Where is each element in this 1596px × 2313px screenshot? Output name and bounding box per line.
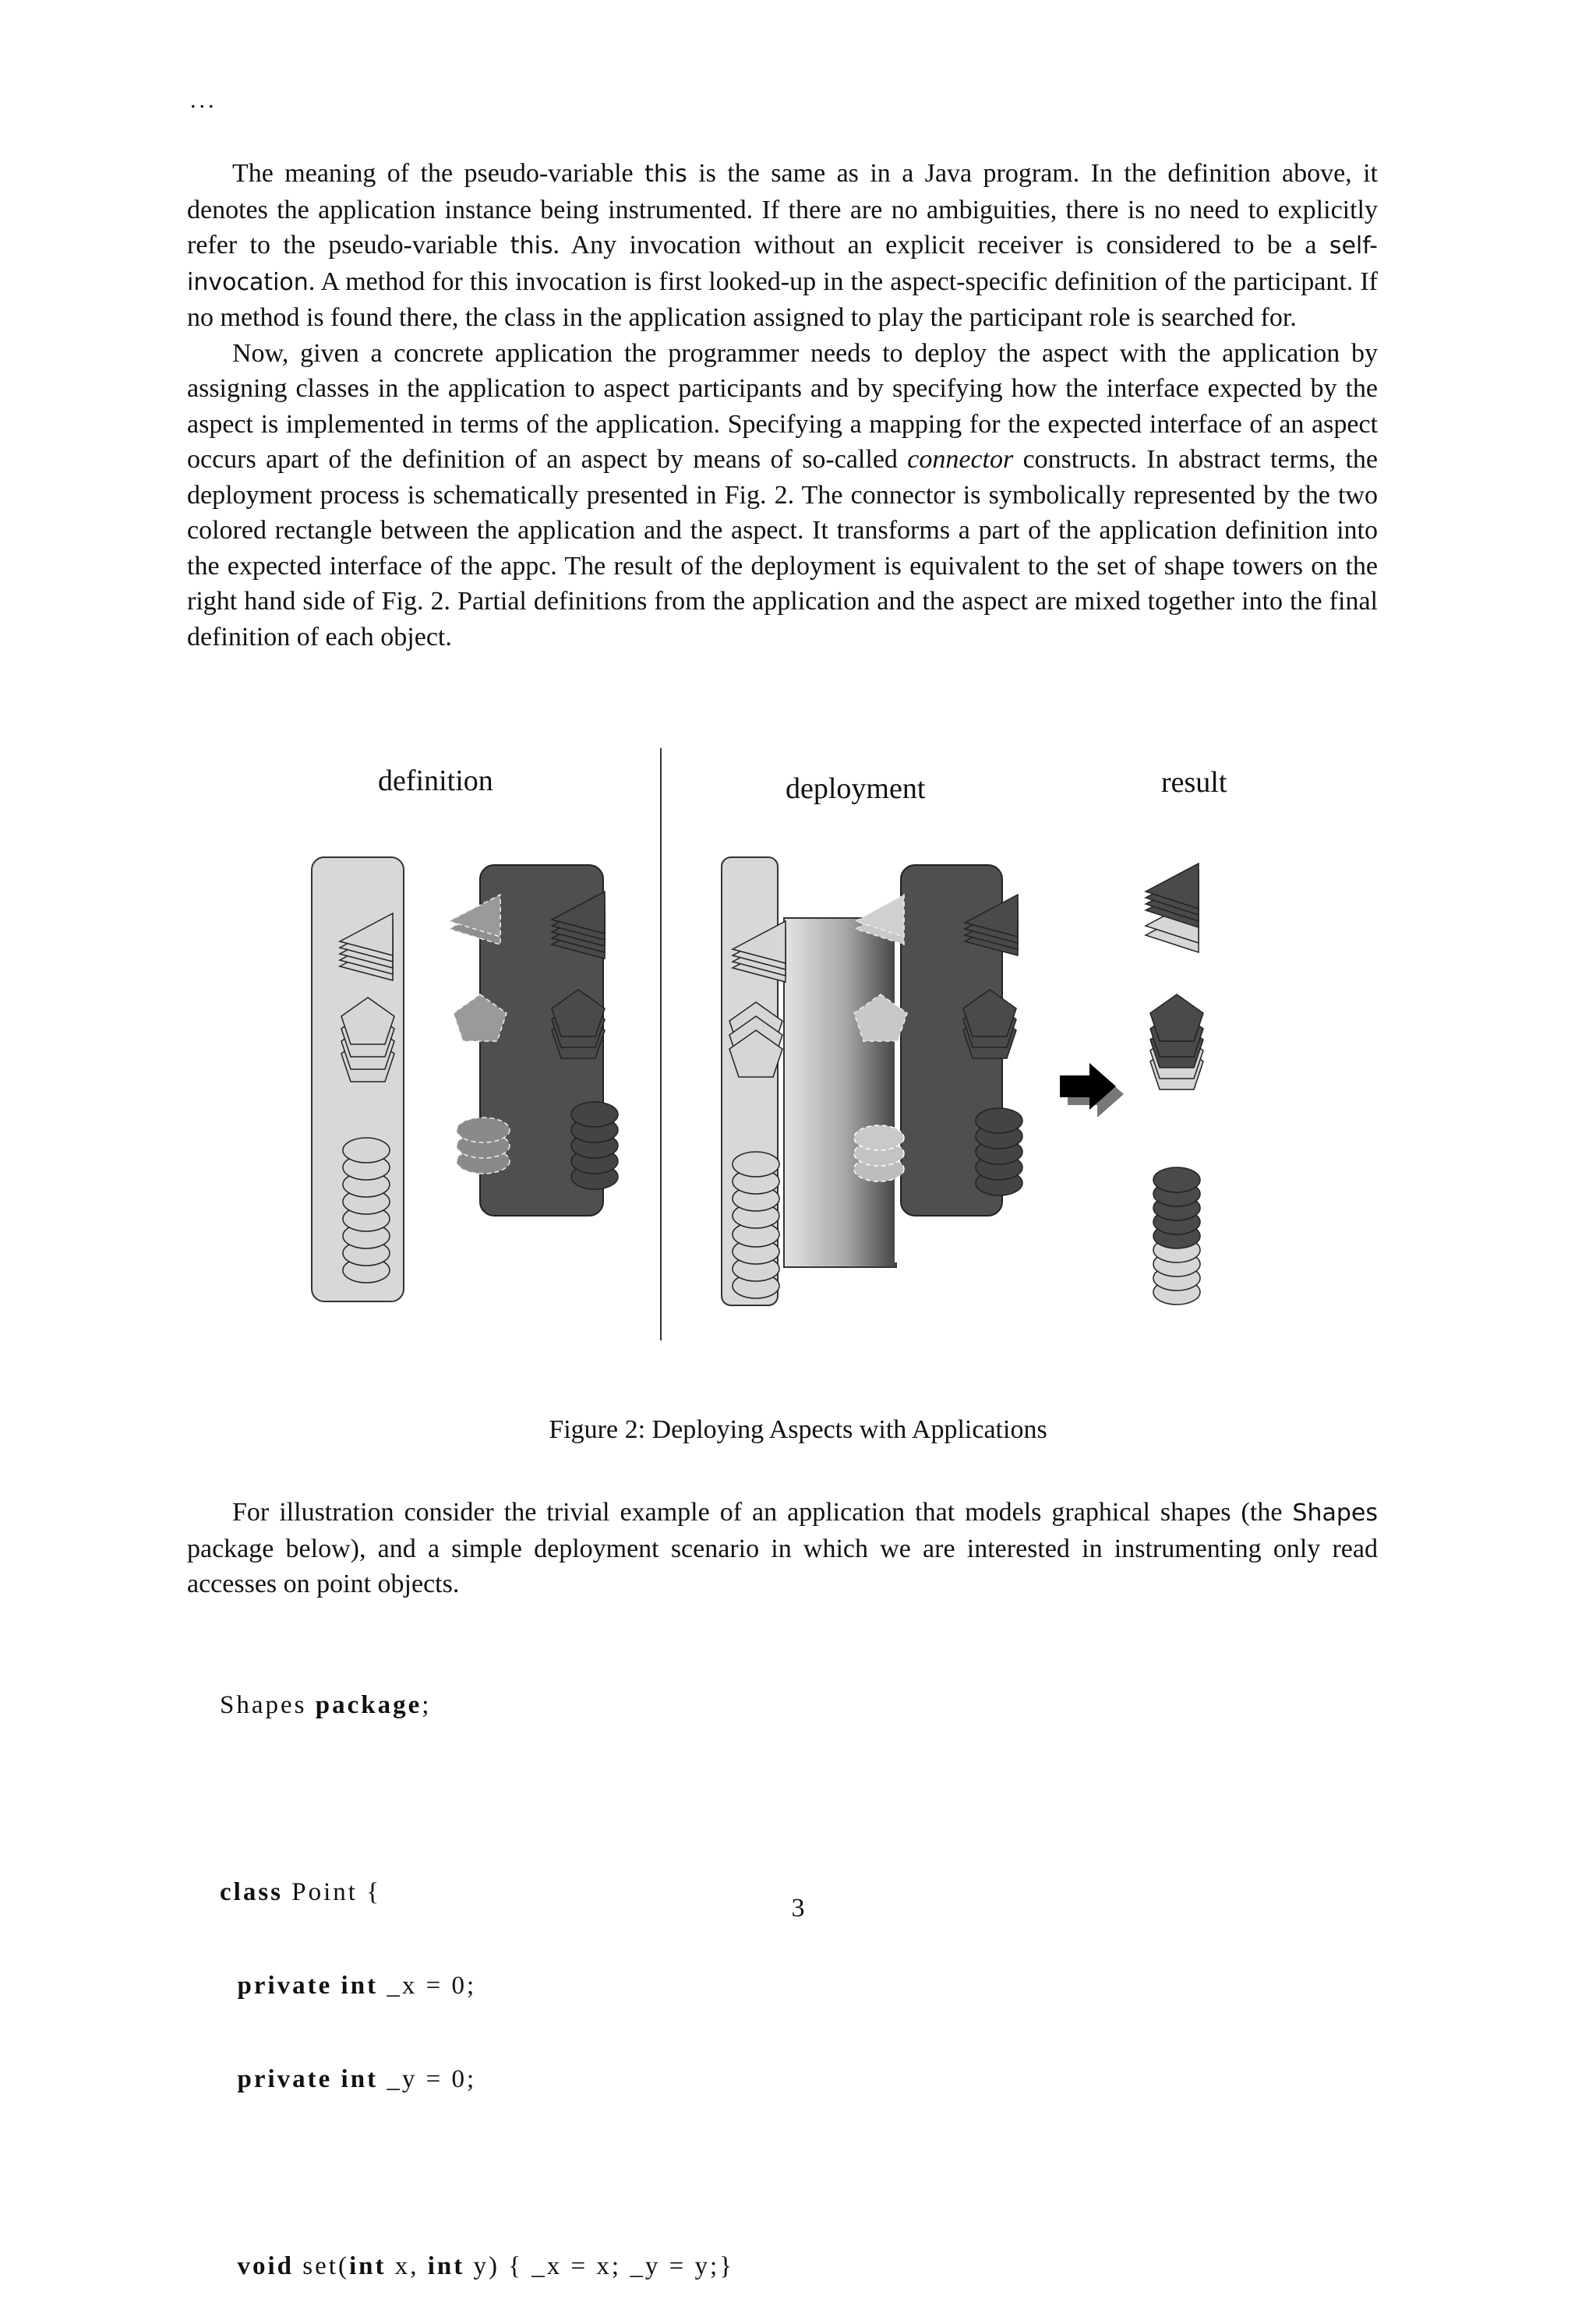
aspect-disk-stack [571, 1102, 618, 1189]
figure-2 [296, 748, 1387, 1356]
deploy-aspect-disk-stack [976, 1108, 1022, 1195]
paragraph-this-meaning [187, 156, 1378, 336]
keyword-package: package [315, 1691, 422, 1719]
deploy-app-disk-stack [733, 1152, 779, 1298]
result-pentagon-stack [1150, 994, 1203, 1089]
keyword-void: void [220, 2252, 295, 2280]
label-result: result [1161, 766, 1227, 799]
header-ellipsis: ... [190, 87, 217, 113]
text-run: package below), and a simple deployment scenario in which we are interested in instrumenting only read accesses on point objects. [187, 1534, 1378, 1598]
code-term-this: this [510, 232, 553, 260]
code-line-set-method: void set(int x, int y) { _x = x; _y = y;} [220, 2252, 734, 2280]
code-line-field-x: private int _x = 0; [220, 1972, 477, 2000]
paragraph-illustration [187, 1495, 1378, 1602]
text-run: . A method for this invocation is first looked-up in the aspect-specific definition of the participant. If no method is found there, the class in the application assigned to play the participant role is searched for. [187, 267, 1378, 332]
emphasis-connector: connector [907, 445, 1014, 474]
figure-caption: Figure 2: Deploying Aspects with Applications [549, 1415, 1047, 1444]
code-term-shapes: Shapes [1292, 1499, 1378, 1527]
connector-rectangle [784, 918, 896, 1267]
paragraph-deployment [187, 336, 1378, 655]
text-run: is the same as in a Java program. In the definition above, it denotes the application instance being instrumented. If there are no ambiguities, there is no need to explicitly refer to the pseudo-variable [187, 159, 1378, 260]
text-run: The meaning of the pseudo-variable [232, 159, 645, 188]
keyword-int: int [427, 2252, 465, 2280]
result-arrow [1060, 1063, 1124, 1118]
page-number: 3 [791, 1894, 805, 1923]
app-pentagon-stack [341, 998, 394, 1082]
keyword-class: class [220, 1878, 283, 1906]
result-triangle-stack [1146, 863, 1199, 952]
paragraph-block-2 [187, 1495, 1378, 1602]
text-run: For illustration consider the trivial example of an application that models graphical shapes (the [232, 1498, 1293, 1527]
code-line-field-y: private int _y = 0; [220, 2065, 477, 2093]
keyword-int: int [348, 2252, 387, 2280]
result-disk-stack [1153, 1167, 1200, 1305]
text-run: Now, given a concrete application the programmer needs to deploy the aspect with the application by assigning classes in the application to aspect participants and by specifying how the interface expected by the aspect is implemented in terms of the application. Specifying a mapping for the expected interface of an aspect occurs apart of the definition of an aspect by means of so-called [187, 338, 1378, 474]
paragraph-block-1 [187, 156, 1378, 655]
code-term-self-invocation: self-invocation [187, 232, 1378, 296]
label-deployment: deployment [786, 772, 926, 805]
label-definition: definition [378, 765, 493, 797]
code-term-this: this [644, 161, 687, 188]
keyword-private-int: private int [220, 2065, 379, 2093]
text-run: . Any invocation without an explicit receiver is considered to be a [553, 231, 1329, 260]
code-listing [220, 1627, 1311, 2313]
code-line-class: class Point { [220, 1878, 382, 1906]
code-line-package: Shapes package; [220, 1691, 432, 1719]
text-run: constructs. In abstract terms, the deployment process is schematically presented in Fig. 2. The connector is symbolically represented by the two colored rectangle between the application and the aspect. It transforms a part of the application definition into the expected interface of the appc. The result of the deployment is equivalent to the set of shape towers on the right hand side of Fig. 2. Partial definitions from the application and the aspect are mixed together into the final definition of each object. [187, 445, 1378, 652]
keyword-private-int: private int [220, 1972, 379, 2000]
app-disk-stack [343, 1138, 390, 1283]
figure-diagram [296, 748, 1387, 1356]
